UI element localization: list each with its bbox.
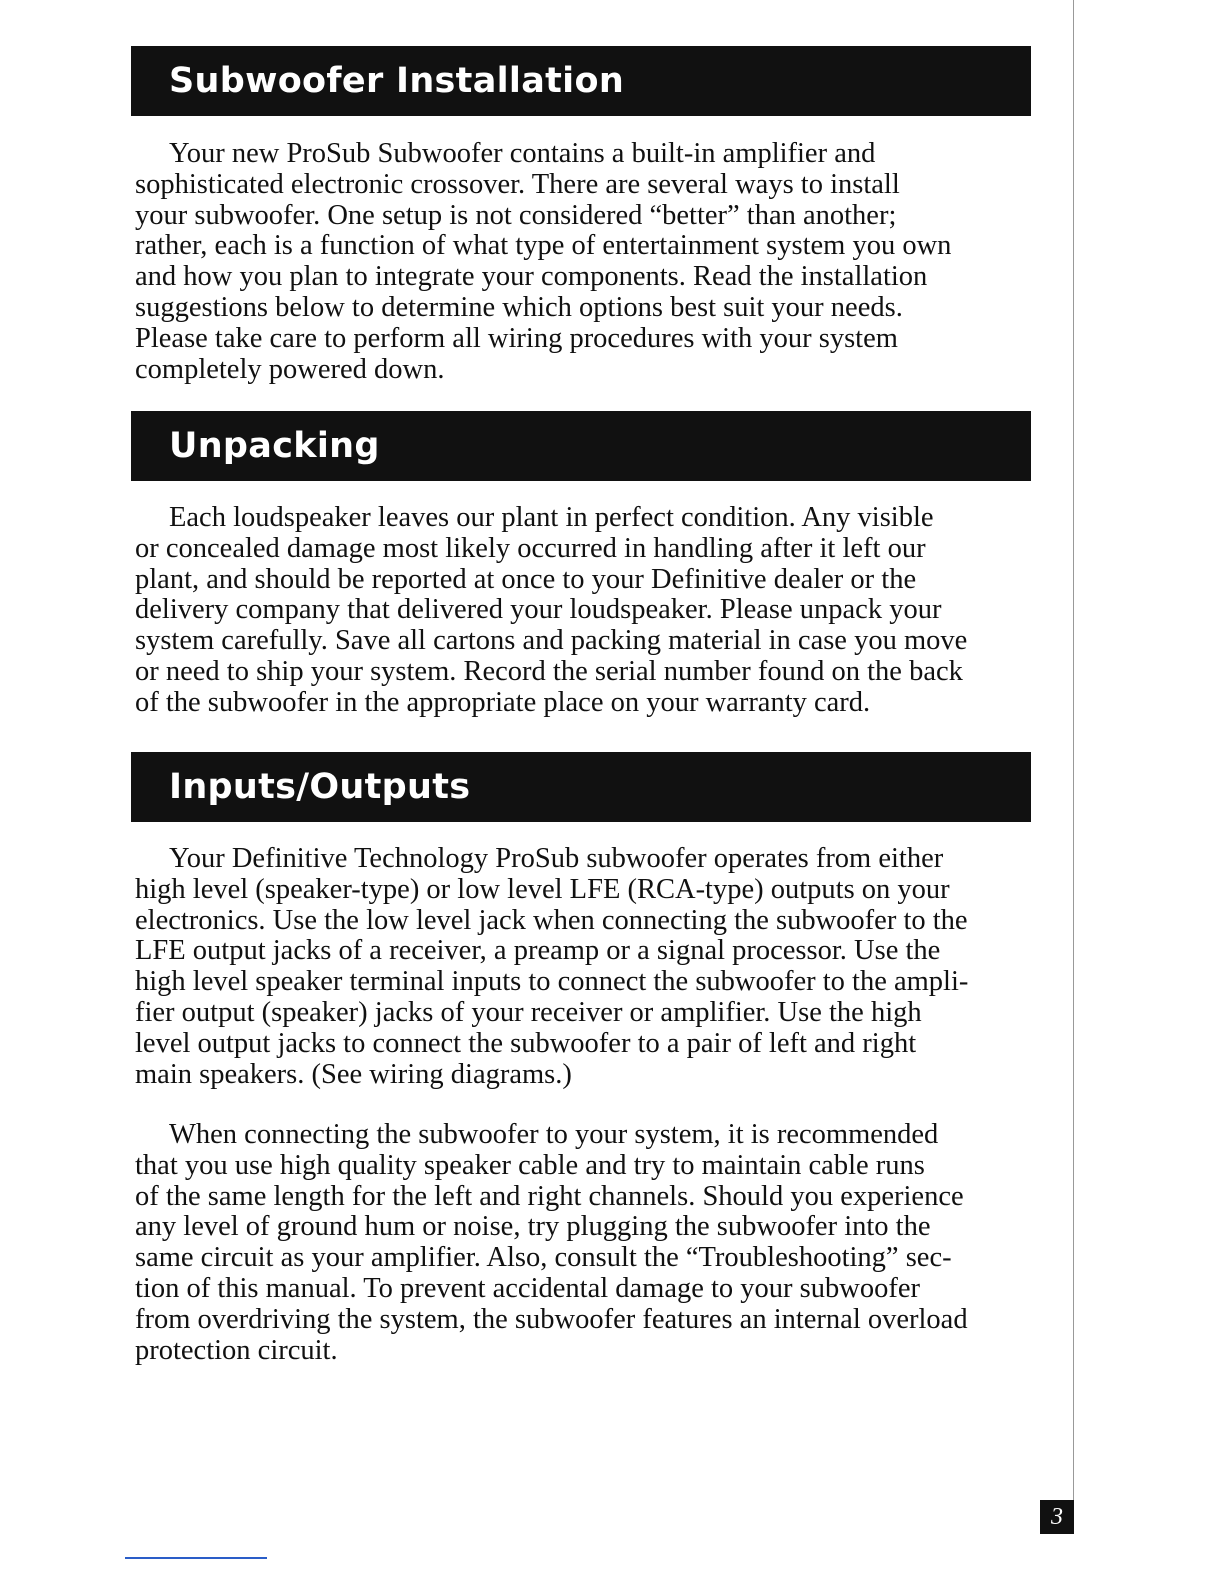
section-heading-text: Unpacking xyxy=(169,426,380,466)
text-line: level output jacks to connect the subwoofer to a pair of left and right xyxy=(135,1027,917,1059)
inputs-outputs-paragraph-2 xyxy=(135,1120,1015,1366)
section-heading-text: Subwoofer Installation xyxy=(169,61,625,101)
page-number-text: 3 xyxy=(1051,1503,1063,1530)
text-line: same circuit as your amplifier. Also, consult the “Troubleshooting” sec- xyxy=(135,1242,952,1274)
text-line: rather, each is a function of what type of entertainment system you own xyxy=(135,230,952,262)
text-line: of the same length for the left and right channels. Should you experience xyxy=(135,1180,964,1212)
text-line: Please take care to perform all wiring procedures with your system xyxy=(135,322,898,354)
text-line: high level speaker terminal inputs to connect the subwoofer to the ampli- xyxy=(135,966,969,998)
section-heading-subwoofer-installation xyxy=(131,46,1031,116)
text-line: electronics. Use the low level jack when connecting the subwoofer to the xyxy=(135,904,968,936)
unpacking-paragraph xyxy=(135,503,1015,719)
text-line: main speakers. (See wiring diagrams.) xyxy=(135,1058,572,1090)
text-line: LFE output jacks of a receiver, a preamp or a signal processor. Use the xyxy=(135,935,941,967)
text-line: plant, and should be reported at once to your Definitive dealer or the xyxy=(135,563,917,595)
text-line: Each loudspeaker leaves our plant in perfect condition. Any visible xyxy=(169,502,934,533)
text-line: your subwoofer. One setup is not considered “better” than another; xyxy=(135,199,897,231)
text-line: sophisticated electronic crossover. There are several ways to install xyxy=(135,168,900,200)
text-line: Your Definitive Technology ProSub subwoofer operates from either xyxy=(169,843,944,874)
text-line: high level (speaker-type) or low level LFE (RCA-type) outputs on your xyxy=(135,873,950,905)
text-line: from overdriving the system, the subwoofer features an internal overload xyxy=(135,1303,968,1335)
text-line: and how you plan to integrate your components. Read the installation xyxy=(135,261,928,293)
text-line: fier output (speaker) jacks of your receiver or amplifier. Use the high xyxy=(135,996,922,1028)
inputs-outputs-paragraph-1 xyxy=(135,844,1015,1090)
text-line: or need to ship your system. Record the serial number found on the back xyxy=(135,655,963,687)
section-heading-text: Inputs/Outputs xyxy=(169,767,471,807)
section-heading-unpacking xyxy=(131,411,1031,481)
page-edge-rule xyxy=(1073,0,1074,1500)
text-line: Your new ProSub Subwoofer contains a built-in amplifier and xyxy=(169,138,876,169)
text-line: tion of this manual. To prevent accidental damage to your subwoofer xyxy=(135,1272,920,1304)
footer-rule xyxy=(125,1557,267,1559)
text-line: When connecting the subwoofer to your system, it is recommended xyxy=(169,1119,939,1150)
text-line: any level of ground hum or noise, try plugging the subwoofer into the xyxy=(135,1211,931,1243)
text-line: protection circuit. xyxy=(135,1334,338,1366)
text-line: delivery company that delivered your loudspeaker. Please unpack your xyxy=(135,594,942,626)
text-line: suggestions below to determine which options best suit your needs. xyxy=(135,291,903,323)
text-line: or concealed damage most likely occurred in handling after it left our xyxy=(135,532,926,564)
text-line: completely powered down. xyxy=(135,353,445,385)
section-heading-inputs-outputs xyxy=(131,752,1031,822)
text-line: of the subwoofer in the appropriate place on your warranty card. xyxy=(135,686,871,718)
page-number xyxy=(1040,1500,1074,1534)
installation-paragraph xyxy=(135,139,1015,385)
text-line: system carefully. Save all cartons and packing material in case you move xyxy=(135,625,968,657)
text-line: that you use high quality speaker cable and try to maintain cable runs xyxy=(135,1149,925,1181)
